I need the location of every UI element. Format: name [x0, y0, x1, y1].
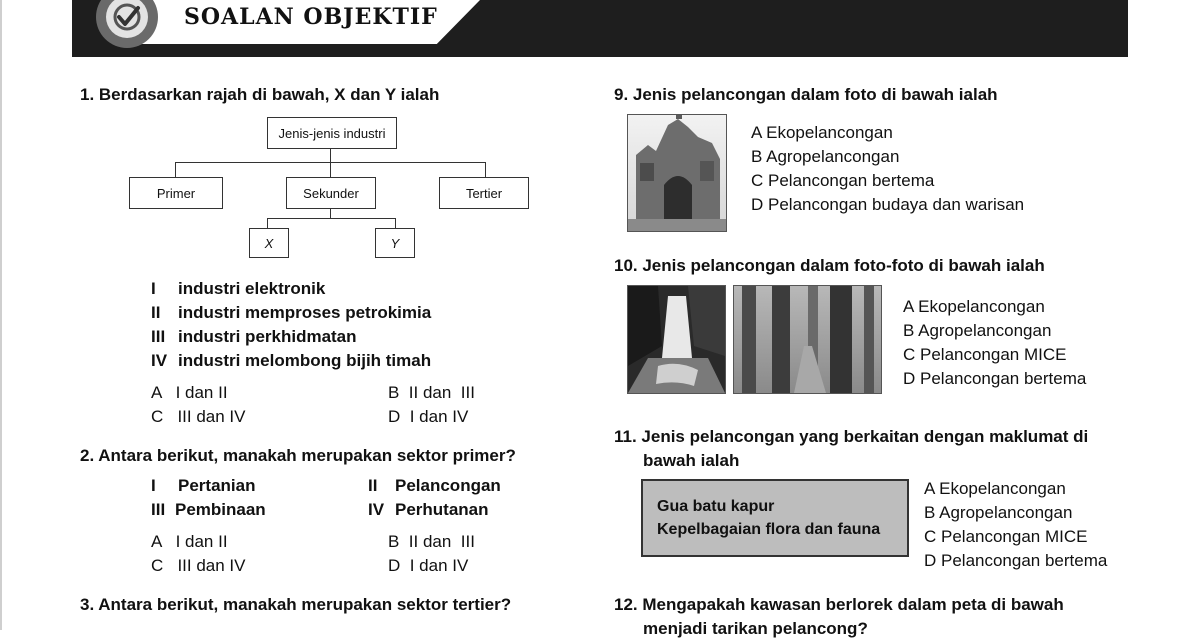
question-2: 2. Antara berikut, manakah merupakan sektor primer? — [80, 446, 516, 465]
page-title: SOALAN OBJEKTIF — [184, 4, 438, 30]
statement-text: industri elektronik — [178, 279, 326, 298]
question-11: 11. Jenis pelancongan yang berkaitan dengan maklumat di — [614, 427, 1089, 446]
question-11-line-2: bawah ialah — [643, 451, 740, 470]
answer-option[interactable]: D I dan IV — [388, 407, 469, 426]
info-box — [641, 479, 909, 557]
answer-option[interactable]: C III dan IV — [151, 556, 246, 575]
diagram-connector — [267, 218, 268, 228]
answer-option[interactable]: A Ekopelancongan — [924, 479, 1066, 498]
statement-text: Pelancongan — [395, 476, 501, 495]
question-10: 10. Jenis pelancongan dalam foto-foto di bawah ialah — [614, 256, 1045, 275]
statement-number: I — [151, 476, 156, 495]
answer-option[interactable]: D I dan IV — [388, 556, 469, 575]
answer-option[interactable]: D Pelancongan budaya dan warisan — [751, 195, 1025, 214]
answer-option[interactable]: A Ekopelancongan — [751, 123, 893, 142]
statement-number: IV — [368, 500, 385, 519]
photo-historic-gate — [627, 114, 727, 232]
answer-option[interactable]: C Pelancongan MICE — [903, 345, 1067, 364]
statement-number: II — [151, 303, 161, 322]
answer-option[interactable]: C III dan IV — [151, 407, 246, 426]
info-line: Gua batu kapur — [657, 498, 775, 515]
question-12: 12. Mengapakah kawasan berlorek dalam peta di bawah — [614, 595, 1064, 614]
diagram-connector — [330, 162, 331, 177]
diagram-connector — [395, 218, 396, 228]
statement-number: III — [151, 327, 166, 346]
question-12-line-2: menjadi tarikan pelancong? — [643, 619, 868, 638]
answer-option[interactable]: C Pelancongan MICE — [924, 527, 1088, 546]
diagram-node-y: Y — [375, 228, 415, 258]
diagram-connector — [267, 218, 395, 219]
answer-option[interactable]: B Agropelancongan — [903, 321, 1052, 340]
answer-option[interactable]: B Agropelancongan — [924, 503, 1073, 522]
photo-waterfall — [627, 285, 726, 394]
diagram-connector — [175, 162, 176, 177]
page-edge — [0, 0, 2, 630]
answer-option[interactable]: B Agropelancongan — [751, 147, 900, 166]
answer-option[interactable]: D Pelancongan bertema — [924, 551, 1108, 570]
diagram-connector — [330, 148, 331, 162]
statement-number: I — [151, 279, 156, 298]
diagram-root-node: Jenis-jenis industri — [267, 117, 397, 149]
question-3: 3. Antara berikut, manakah merupakan sektor tertier? — [80, 595, 512, 614]
question-1: 1. Berdasarkan rajah di bawah, X dan Y ialah — [80, 85, 440, 104]
statement-text: industri memproses petrokimia — [178, 303, 432, 322]
answer-option[interactable]: A I dan II — [151, 383, 228, 402]
statement-text: industri melombong bijih timah — [178, 351, 432, 370]
question-9: 9. Jenis pelancongan dalam foto di bawah ialah — [614, 85, 998, 104]
diagram-node-primer: Primer — [129, 177, 223, 209]
statement-text: industri perkhidmatan — [178, 327, 357, 346]
statement-text: Pembinaan — [175, 500, 266, 519]
diagram-node-x: X — [249, 228, 289, 258]
diagram-connector — [485, 162, 486, 177]
answer-option[interactable]: A Ekopelancongan — [903, 297, 1045, 316]
statement-number: III — [151, 500, 166, 519]
answer-option[interactable]: C Pelancongan bertema — [751, 171, 935, 190]
statement-number: II — [368, 476, 378, 495]
diagram-connector — [330, 208, 331, 218]
answer-option[interactable]: B II dan III — [388, 383, 475, 402]
info-line: Kepelbagaian flora dan fauna — [657, 521, 881, 538]
statement-number: IV — [151, 351, 168, 370]
check-circle-icon — [106, 0, 148, 38]
statement-text: Pertanian — [178, 476, 256, 495]
diagram-node-tertier: Tertier — [439, 177, 529, 209]
answer-option[interactable]: D Pelancongan bertema — [903, 369, 1087, 388]
statement-text: Perhutanan — [395, 500, 489, 519]
answer-option[interactable]: B II dan III — [388, 532, 475, 551]
answer-option[interactable]: A I dan II — [151, 532, 228, 551]
diagram-node-sekunder: Sekunder — [286, 177, 376, 209]
photo-forest — [733, 285, 882, 394]
